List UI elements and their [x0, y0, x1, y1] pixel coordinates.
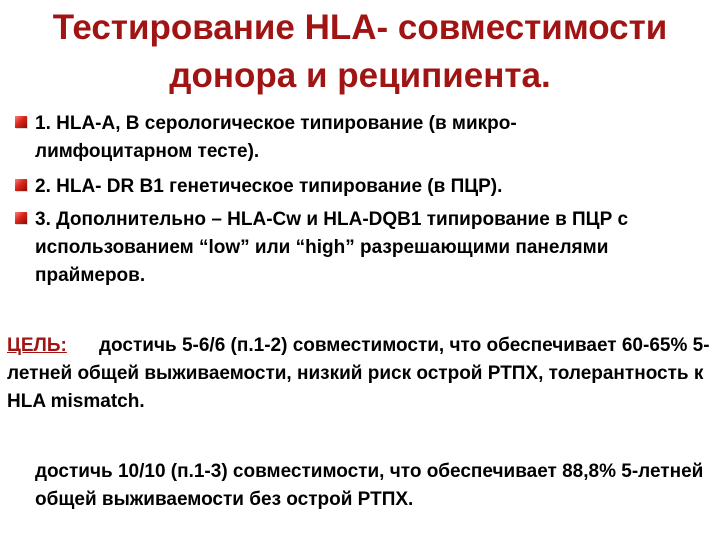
goal-text-1	[7, 332, 712, 416]
slide-title: Тестирование HLA- совместимости донора и реципиента.	[52, 8, 668, 95]
red-square-bullet-icon	[15, 179, 27, 191]
bullet-text-1: 1. HLA-A, B серологическое типирование (в микро-лимфоцитарном тесте).	[35, 113, 517, 162]
goal-label: ЦЕЛЬ:	[7, 335, 67, 356]
bullet-text-3: 3. Дополнительно – HLA-Cw и HLA-DQB1 типирование в ПЦР с использованием “low” или “high” разрешающими панелями праймеров.	[35, 209, 629, 286]
red-square-bullet-icon	[15, 212, 27, 224]
goal-paragraph-2: достичь 10/10 (п.1-3) совместимости, что обеспечивает 88,8% 5-летней общей выживаемости без острой РТПХ.	[35, 461, 704, 510]
bullet-text-2: 2. HLA- DR B1 генетическое типирование (в ПЦР).	[35, 176, 503, 197]
goal-text-1-content: достичь 5-6/6 (п.1-2) совместимости, что обеспечивает 60-65% 5-летней общей выживаемости, низкий риск острой РТПХ, толерантность к HLA mismatch.	[7, 335, 710, 412]
goal-paragraph	[7, 332, 712, 412]
red-square-bullet-icon	[15, 116, 27, 128]
